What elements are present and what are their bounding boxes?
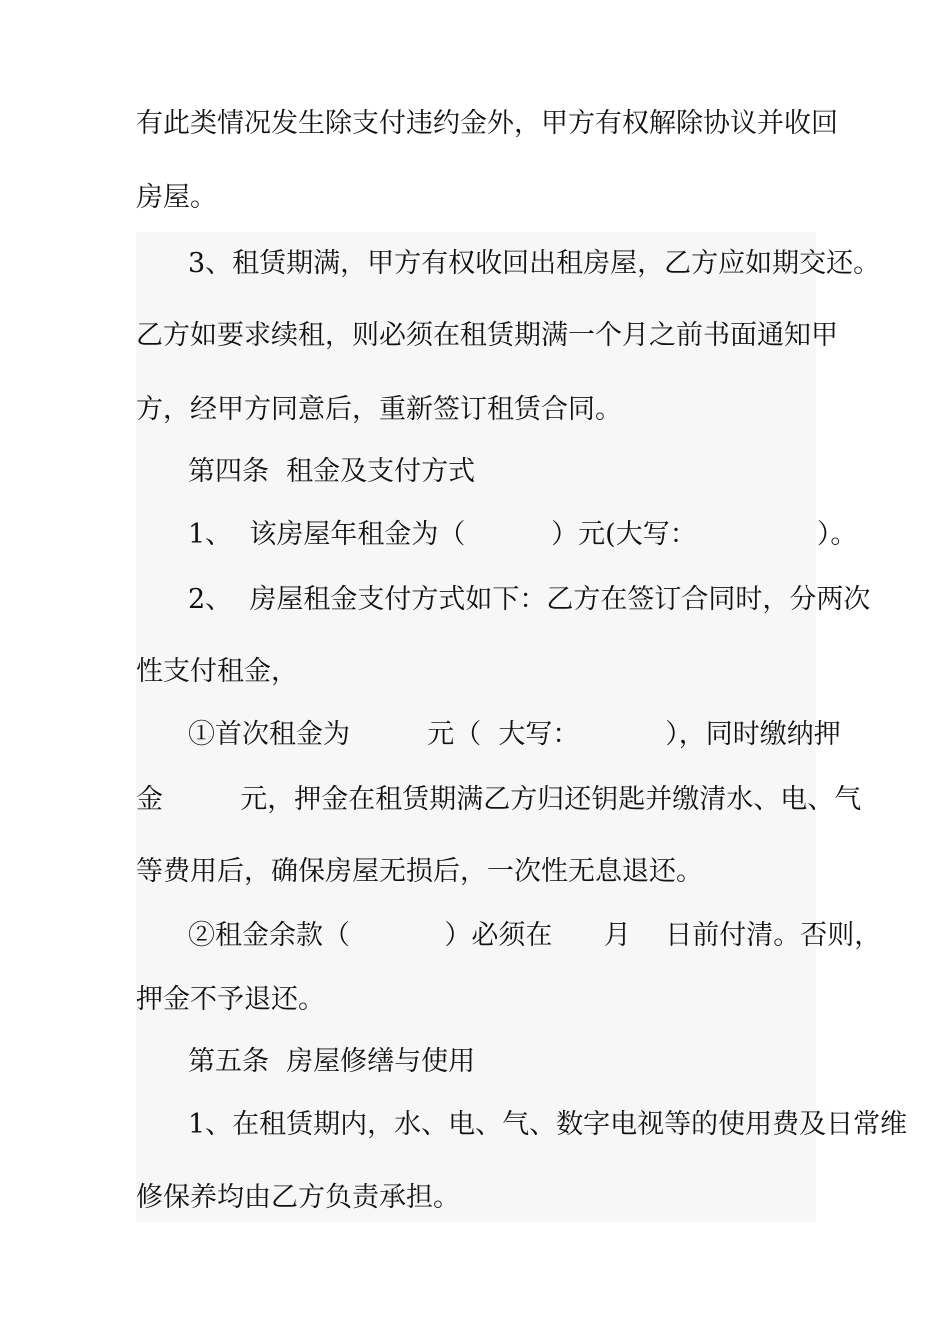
first-rent-line-2: 金 元，押金在租赁期满乙方归还钥匙并缴清水、电、气 — [136, 784, 862, 815]
paragraph-line-1: 有此类情况发生除支付违约金外，甲方有权解除协议并收回 — [136, 108, 838, 139]
clause-3-line-2: 乙方如要求续租，则必须在租赁期满一个月之前书面通知甲 — [136, 320, 838, 351]
payment-method-line-2: 性支付租金， — [136, 656, 298, 687]
repair-clause-line-2: 修保养均由乙方负责承担。 — [136, 1182, 460, 1213]
article-5-heading: 第五条 房屋修缮与使用 — [188, 1046, 476, 1077]
paragraph-line-2: 房屋。 — [136, 182, 217, 213]
clause-3-line-1: 3、租赁期满，甲方有权收回出租房屋，乙方应如期交还。 — [188, 248, 881, 279]
balance-line-2: 押金不予退还。 — [136, 984, 325, 1015]
clause-3-line-3: 方，经甲方同意后，重新签订租赁合同。 — [136, 394, 622, 425]
balance-line-1: ②租金余款（ ）必须在 月 日前付清。否则， — [188, 920, 882, 951]
first-rent-line-3: 等费用后，确保房屋无损后，一次性无息退还。 — [136, 856, 703, 887]
payment-method-line-1: 2、 房屋租金支付方式如下：乙方在签订合同时，分两次 — [188, 584, 871, 615]
first-rent-line-1: ①首次租金为 元（ 大写： ），同时缴纳押 — [188, 719, 841, 750]
article-4-heading: 第四条 租金及支付方式 — [188, 456, 476, 487]
repair-clause-line-1: 1、在租赁期内，水、电、气、数字电视等的使用费及日常维 — [188, 1109, 908, 1140]
rent-amount-line: 1、 该房屋年租金为（ ）元(大写： ）。 — [188, 519, 858, 550]
